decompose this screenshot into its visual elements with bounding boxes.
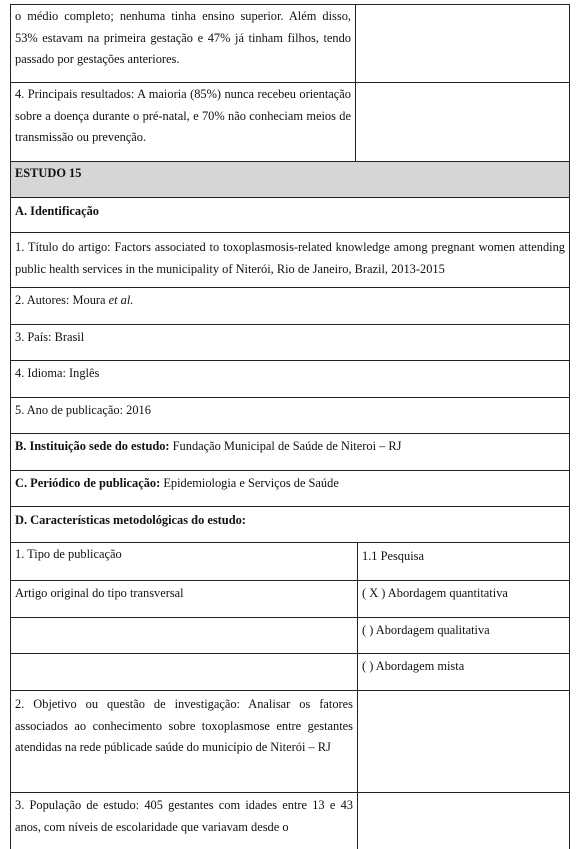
empty-cell	[358, 691, 569, 792]
option-qualitative: ( ) Abordagem qualitativa	[362, 623, 490, 637]
empty-cell	[356, 83, 569, 161]
table-row	[10, 654, 570, 691]
article-title-text: 1. Título do artigo: Factors associated to toxoplasmosis-related knowledge among pregnant women attending public health services in the municipality of Niterói, Rio de Janeiro, Brazil, 2013-2015	[15, 240, 565, 276]
table-row	[10, 233, 570, 288]
empty-cell	[356, 5, 569, 82]
publication-type-label: 1. Tipo de publicação	[11, 543, 358, 580]
table-row	[10, 4, 570, 83]
section-a-heading: A. Identificação	[15, 204, 99, 218]
authors-label: 2. Autores: Moura	[15, 293, 109, 307]
table-row	[10, 398, 570, 434]
journal-text	[11, 471, 569, 506]
table-row	[10, 793, 570, 849]
main-results-text: 4. Principais resultados: A maioria (85%) nunca recebeu orientação sobre a doença durante o pré-natal, e 70% não conheciam meios de transmissão ou prevenção.	[11, 83, 356, 161]
language-text: 4. Idioma: Inglês	[15, 366, 100, 380]
authors-text	[11, 288, 569, 324]
section-d-heading: D. Características metodológicas do estudo:	[15, 513, 246, 527]
institution-value: Fundação Municipal de Saúde de Niteroi – RJ	[169, 439, 402, 453]
table-row	[10, 618, 570, 654]
option-mixed: ( ) Abordagem mista	[362, 659, 465, 673]
country-text: 3. País: Brasil	[15, 330, 85, 344]
journal-label: C. Periódico de publicação:	[15, 476, 161, 490]
table-row	[10, 471, 570, 507]
empty-cell	[358, 793, 569, 849]
population-text: 3. População de estudo: 405 gestantes com idades entre 13 e 43 anos, com níveis de escolaridade que variavam desde o	[11, 793, 358, 849]
study-table	[10, 4, 570, 849]
year-text: 5. Ano de publicação: 2016	[15, 403, 151, 417]
authors-etal: et al.	[108, 293, 134, 307]
table-row	[10, 434, 570, 471]
study-header: ESTUDO 15	[15, 166, 82, 180]
empty-cell	[11, 654, 358, 690]
research-label: 1.1 Pesquisa	[362, 549, 424, 563]
publication-type-value: Artigo original do tipo transversal	[11, 581, 358, 617]
table-row	[10, 83, 570, 162]
journal-value: Epidemiologia e Serviços de Saúde	[160, 476, 339, 490]
empty-cell	[11, 618, 358, 653]
participants-continued-text: o médio completo; nenhuma tinha ensino superior. Além disso, 53% estavam na primeira gestação e 47% já tinham filhos, tendo passado por gestações anteriores.	[11, 5, 356, 82]
table-row	[10, 507, 570, 543]
institution-label: B. Instituição sede do estudo:	[15, 439, 170, 453]
objective-text: 2. Objetivo ou questão de investigação: Analisar os fatores associados ao conhecimento sobre toxoplasmose entre gestantes atendidas na rede públicade saúde do município de Niterói – RJ	[11, 691, 358, 792]
table-row	[10, 361, 570, 398]
table-row	[10, 543, 570, 581]
study-header-row	[10, 162, 570, 198]
option-quantitative: ( X ) Abordagem quantitativa	[362, 586, 508, 600]
institution-text	[11, 434, 569, 470]
table-row	[10, 581, 570, 618]
table-row	[10, 198, 570, 233]
table-row	[10, 288, 570, 325]
table-row	[10, 691, 570, 793]
table-row	[10, 325, 570, 361]
